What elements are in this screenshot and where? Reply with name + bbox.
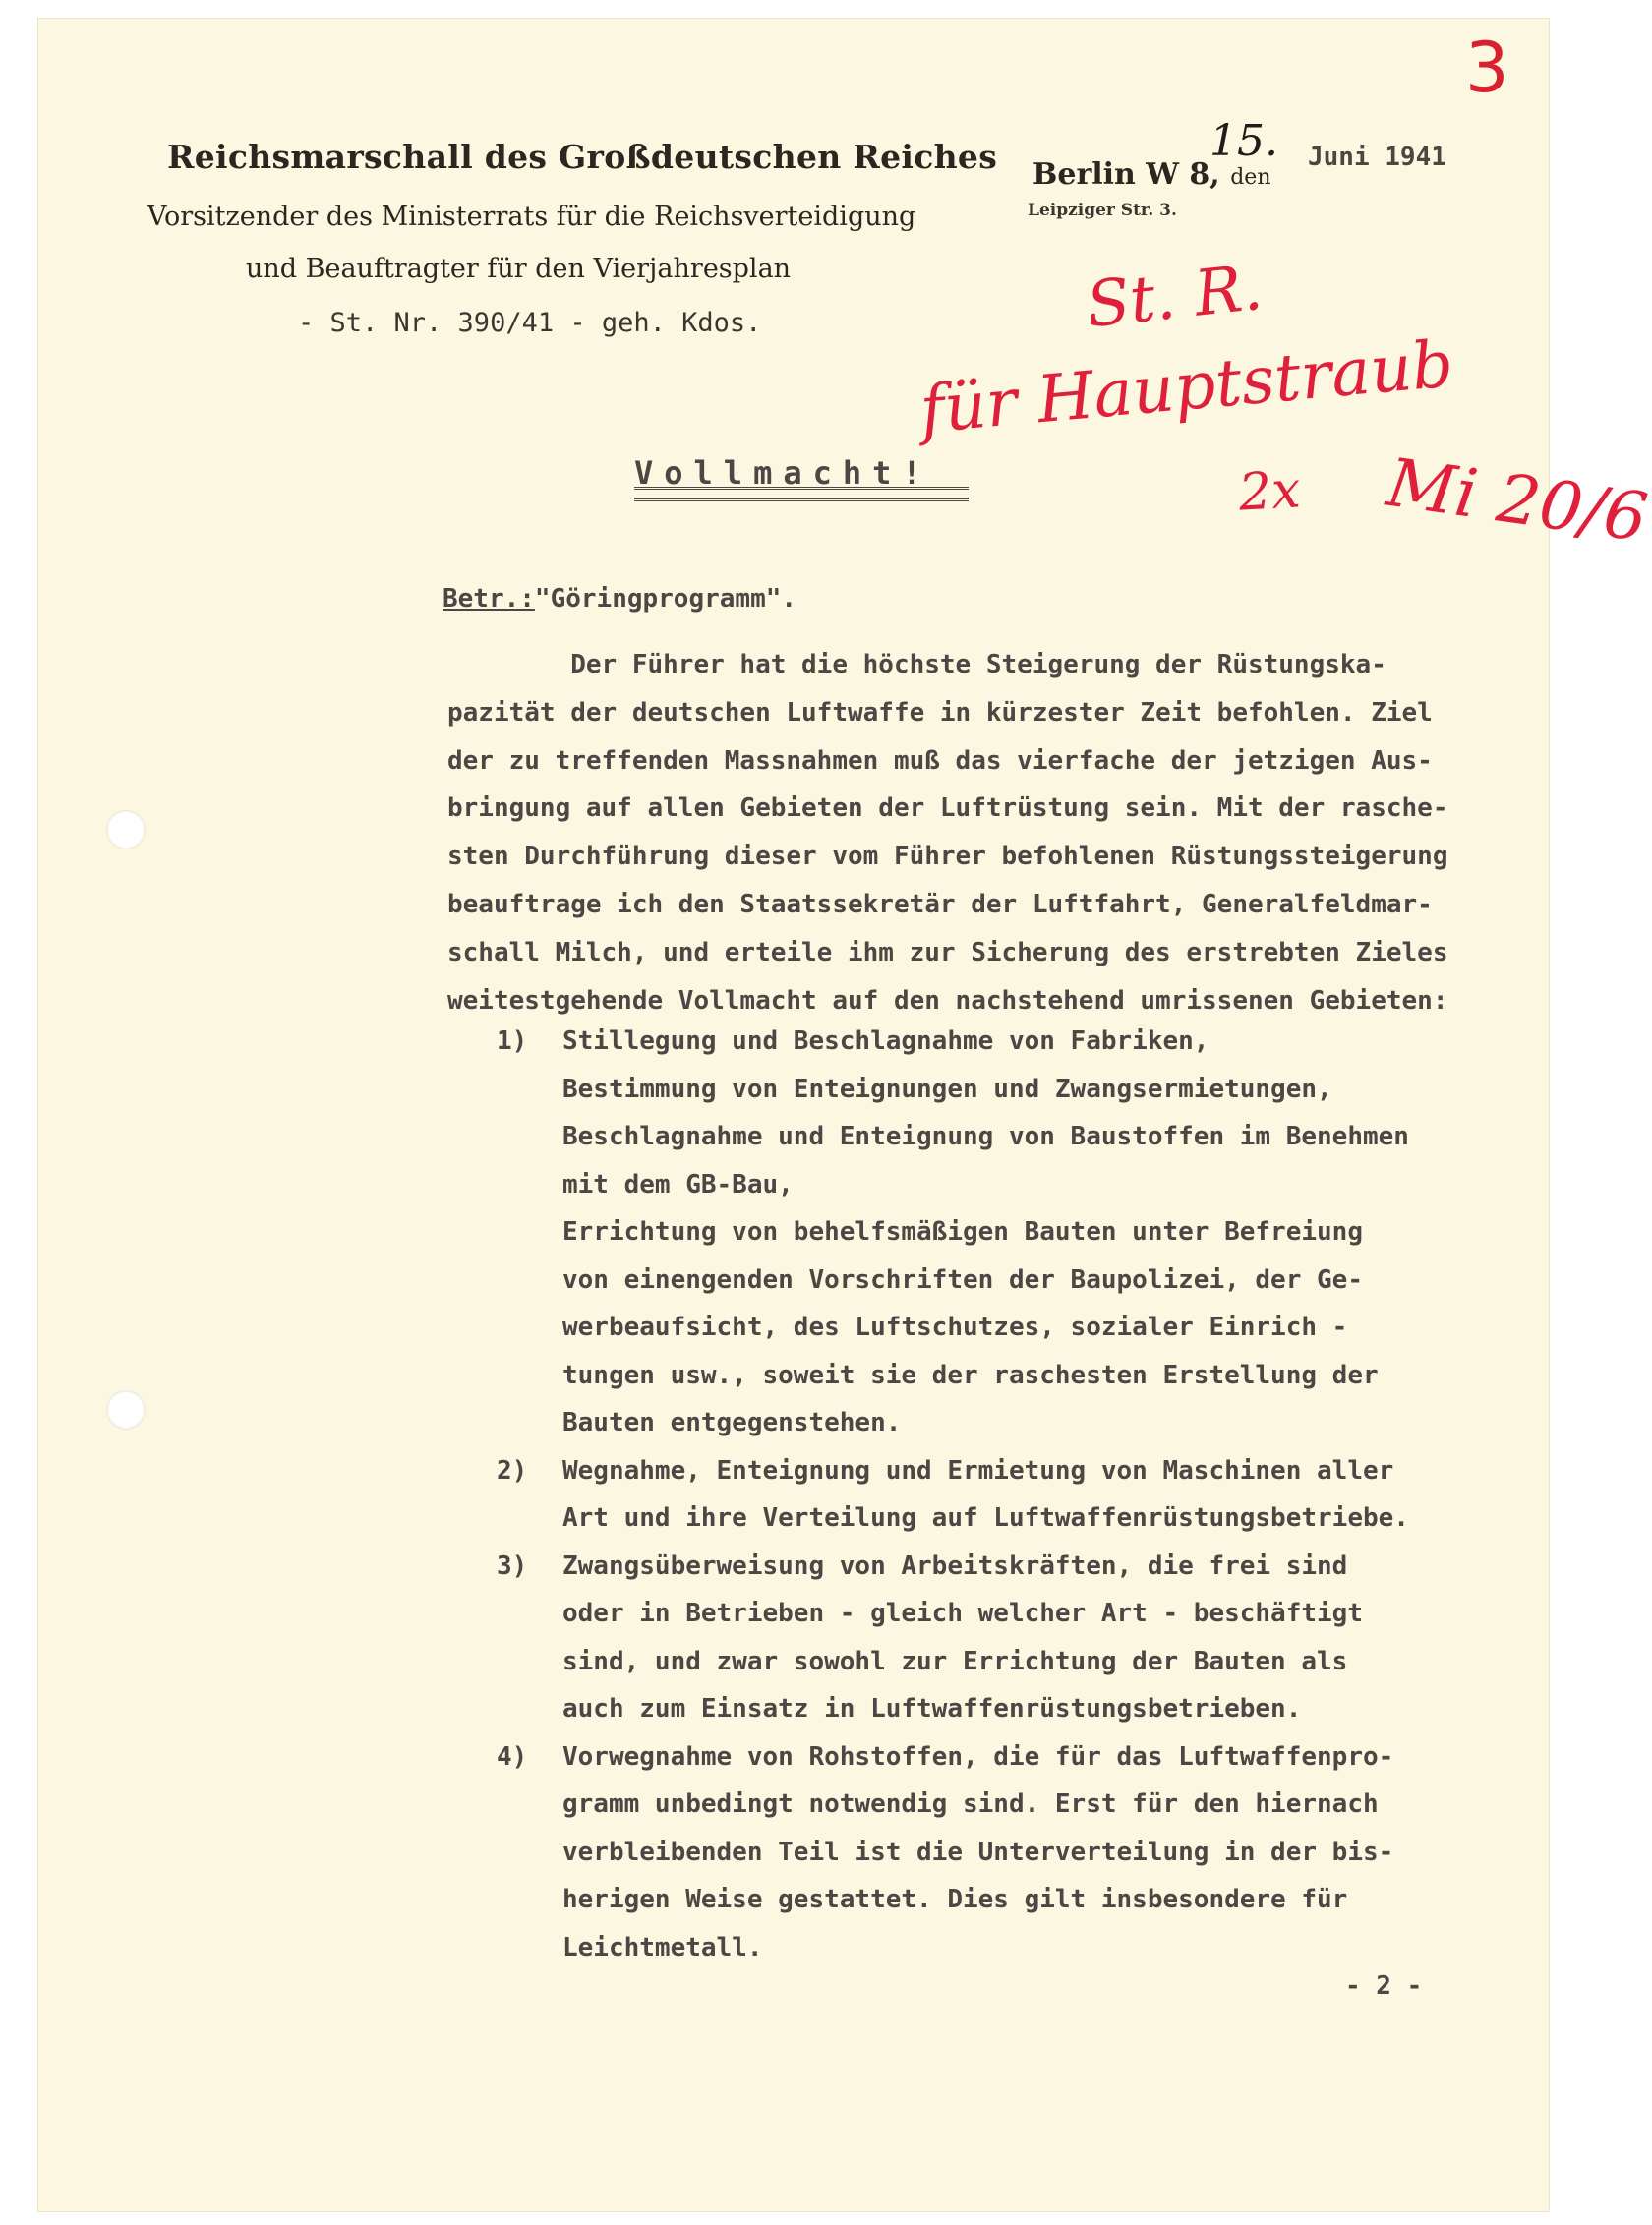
item-line: Bestimmung von Enteignungen und Zwangsermietungen,: [562, 1074, 1332, 1104]
item-line: Zwangsüberweisung von Arbeitskräften, die frei sind: [562, 1551, 1348, 1581]
body-line: schall Milch, und erteile ihm zur Sicherung des erstrebten Zieles: [447, 937, 1448, 967]
handwritten-note-3: 2x: [1237, 460, 1302, 523]
item-line: Vorwegnahme von Rohstoffen, die für das Luftwaffenpro-: [562, 1741, 1394, 1772]
heading-underline: [634, 487, 969, 501]
place-name: Berlin W 8,: [1032, 157, 1220, 192]
item-line: mit dem GB-Bau,: [562, 1169, 794, 1200]
body-line: Der Führer hat die höchste Steigerung der Rüstungska-: [447, 650, 1386, 679]
body-line: beauftrage ich den Staatssekretär der Luftfahrt, Generalfeldmar-: [447, 889, 1433, 919]
item-line: sind, und zwar sowohl zur Errichtung der Bauten als: [562, 1646, 1348, 1676]
reference-number: - St. Nr. 390/41 - geh. Kdos.: [298, 308, 762, 338]
item-line: Leichtmetall.: [562, 1932, 763, 1962]
list-item: [497, 1543, 1490, 1733]
item-number: 4): [497, 1741, 528, 1772]
body-line: der zu treffenden Massnahmen muß das vierfache der jetzigen Aus-: [447, 745, 1433, 776]
handwritten-note-1: St. R.: [1083, 251, 1267, 343]
item-line: Art und ihre Verteilung auf Luftwaffenrüstungsbetriebe.: [562, 1503, 1409, 1533]
item-line: Errichtung von behelfsmäßigen Bauten unter Befreiung: [562, 1217, 1363, 1247]
item-line: Beschlagnahme und Enteignung von Baustoffen im Benehmen: [562, 1122, 1409, 1151]
place-den: den: [1230, 165, 1271, 190]
punch-hole: [106, 1390, 146, 1430]
body-paragraph: [447, 641, 1470, 1025]
street-address: Leipziger Str. 3.: [1028, 201, 1177, 220]
list-item: [497, 1447, 1490, 1543]
body-line: pazität der deutschen Luftwaffe in kürzester Zeit befohlen. Ziel: [447, 697, 1433, 728]
item-line: herigen Weise gestattet. Dies gilt insbesondere für: [562, 1885, 1348, 1914]
item-line: gramm unbedingt notwendig sind. Erst für den hiernach: [562, 1789, 1379, 1819]
item-line: werbeaufsicht, des Luftschutzes, sozialer Einrich -: [562, 1313, 1348, 1342]
list-item: [497, 1733, 1490, 1972]
item-line: Wegnahme, Enteignung und Ermietung von Maschinen aller: [562, 1455, 1394, 1486]
handwritten-initials: Mi 20/6: [1382, 443, 1652, 558]
date-month-year: Juni 1941: [1308, 143, 1446, 172]
item-number: 2): [497, 1455, 528, 1486]
subject-label: Betr.:: [442, 584, 535, 614]
body-line: bringung auf allen Gebieten der Luftrüstung sein. Mit der rasche-: [447, 793, 1448, 824]
continuation-page-marker: - 2 -: [1345, 1971, 1423, 2001]
document-heading: Vollmacht!: [634, 454, 932, 492]
item-number: 3): [497, 1551, 528, 1581]
page-number-mark: 3: [1465, 28, 1509, 108]
body-line: sten Durchführung dieser vom Führer befohlenen Rüstungssteigerung: [447, 842, 1448, 872]
item-line: auch zum Einsatz in Luftwaffenrüstungsbetrieben.: [562, 1694, 1302, 1724]
date-day: 15.: [1210, 116, 1278, 166]
handwritten-note-2: für Hauptstraub: [916, 325, 1457, 448]
punch-hole: [106, 810, 146, 849]
item-number: 1): [497, 1026, 528, 1056]
list-item: [497, 1018, 1490, 1447]
item-line: verbleibenden Teil ist die Unterverteilung in der bis-: [562, 1837, 1394, 1867]
item-line: Bauten entgegenstehen.: [562, 1408, 902, 1437]
subject-value: "Göringprogramm".: [534, 584, 797, 614]
item-line: von einengenden Vorschriften der Baupolizei, der Ge-: [562, 1264, 1363, 1295]
item-list: [497, 1018, 1490, 1971]
item-line: tungen usw., soweit sie der raschesten Erstellung der: [562, 1360, 1379, 1390]
subject-line: [442, 584, 796, 614]
item-line: oder in Betrieben - gleich welcher Art - beschäftigt: [562, 1599, 1363, 1628]
body-line: weitestgehende Vollmacht auf den nachstehend umrissenen Gebieten:: [447, 985, 1448, 1016]
letterhead-title: Reichsmarschall des Großdeutschen Reiches: [167, 138, 998, 176]
letterhead-line-3: und Beauftragter für den Vierjahresplan: [246, 254, 792, 284]
item-line: Stillegung und Beschlagnahme von Fabriken,: [562, 1026, 1210, 1056]
letterhead-line-2: Vorsitzender des Ministerrats für die Reichsverteidigung: [148, 202, 916, 232]
